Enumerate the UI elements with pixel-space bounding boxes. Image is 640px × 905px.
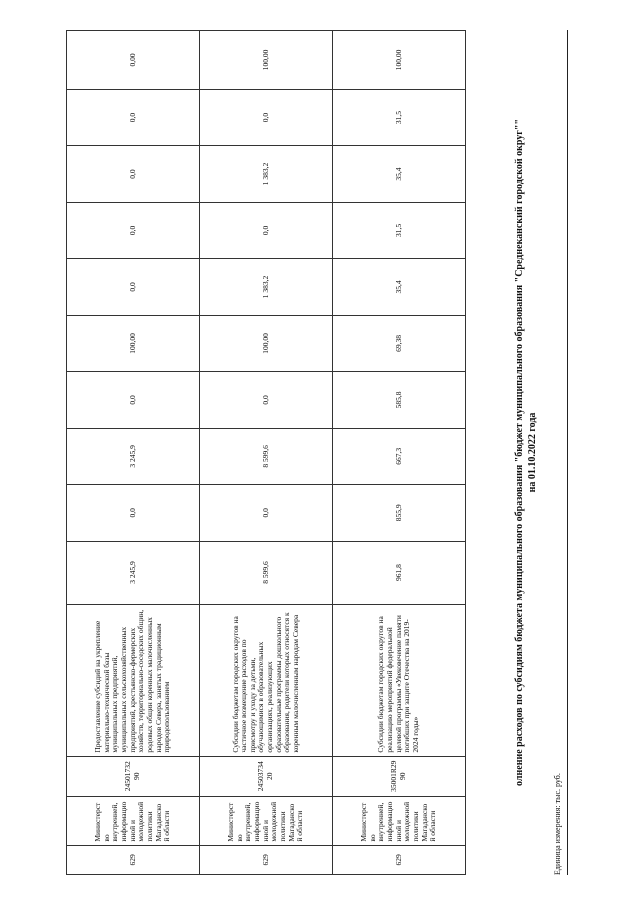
row-value: 0,0 xyxy=(200,485,333,541)
table-row xyxy=(67,31,200,875)
row-value: 855,9 xyxy=(333,485,466,541)
row-ministry: Министерство внутренней, информационной и молодежной политики Магаданской области xyxy=(67,796,200,845)
row-name: Субсидии бюджетам городских округов на частичное возмещение расходов по присмотру и уходу за детьми, обучающимися в образовательных организациях, реализующих образовательные программы дошкольного образования, родители которых относятся к коренным малочисленным народам Севера xyxy=(200,604,333,756)
row-value: 0,0 xyxy=(67,89,200,145)
row-value: 100,00 xyxy=(200,315,333,371)
row-value: 31,5 xyxy=(333,89,466,145)
row-value: 585,8 xyxy=(333,372,466,428)
row-value: 35,4 xyxy=(333,146,466,202)
row-value: 69,38 xyxy=(333,315,466,371)
row-name: Предоставление субсидий на укрепление материально-технической базы муниципальных предприятий, муниципальных сельскохозяйственных предприятий, крестьянско-фермерских хозяйств, территориально-соседских общин, родовых общин коренных малочисленных народов Севера, занятых традиционным природопользованием xyxy=(67,604,200,756)
row-value: 0,00 xyxy=(67,31,200,90)
row-value: 0,0 xyxy=(67,259,200,315)
row-value: 3 245,9 xyxy=(67,541,200,604)
row-value: 35,4 xyxy=(333,259,466,315)
row-code: 629 xyxy=(200,845,333,874)
table-row xyxy=(333,31,466,875)
row-value: 0,0 xyxy=(200,89,333,145)
row-value: 0,0 xyxy=(200,202,333,258)
row-code: 629 xyxy=(67,845,200,874)
table-row xyxy=(200,31,333,875)
row-value: 0,0 xyxy=(67,202,200,258)
row-value: 0,0 xyxy=(200,372,333,428)
row-value: 961,8 xyxy=(333,541,466,604)
row-value: 100,00 xyxy=(67,315,200,371)
row-name: Субсидии бюджетам городских округов на реализацию мероприятий федеральной целевой программы «Увековечение памяти погибших при защите Отечества на 2019-2024 годы» xyxy=(333,604,466,756)
row-value: 0,0 xyxy=(67,485,200,541)
row-value: 100,00 xyxy=(333,31,466,90)
subsidies-table xyxy=(66,30,466,875)
row-value: 0,0 xyxy=(67,146,200,202)
divider xyxy=(567,30,568,875)
row-value: 3 245,9 xyxy=(67,428,200,484)
row-value: 8 599,6 xyxy=(200,428,333,484)
row-kbk: 2450173290 xyxy=(67,756,200,796)
unit-label: Единица измерения: тыс. руб. xyxy=(553,773,562,875)
report-date: на 01.10.2022 года xyxy=(527,412,538,493)
row-code: 629 xyxy=(333,845,466,874)
row-value: 1 383,2 xyxy=(200,259,333,315)
row-value: 667,3 xyxy=(333,428,466,484)
row-kbk: 35001R2990 xyxy=(333,756,466,796)
row-value: 31,5 xyxy=(333,202,466,258)
report-title: олнение расходов по субсидиям бюджета муниципального образования "бюджет муниципального образования "Среднеканский городской округ"" xyxy=(514,119,525,786)
row-ministry: Министерство внутренней, информационной и молодежной политики Магаданской области xyxy=(333,796,466,845)
row-value: 8 599,6 xyxy=(200,541,333,604)
row-ministry: Министерство внутренней, информационной и молодежной политики Магаданской области xyxy=(200,796,333,845)
row-value: 1 383,2 xyxy=(200,146,333,202)
row-kbk: 2450373420 xyxy=(200,756,333,796)
row-value: 0,0 xyxy=(67,372,200,428)
row-value: 100,00 xyxy=(200,31,333,90)
